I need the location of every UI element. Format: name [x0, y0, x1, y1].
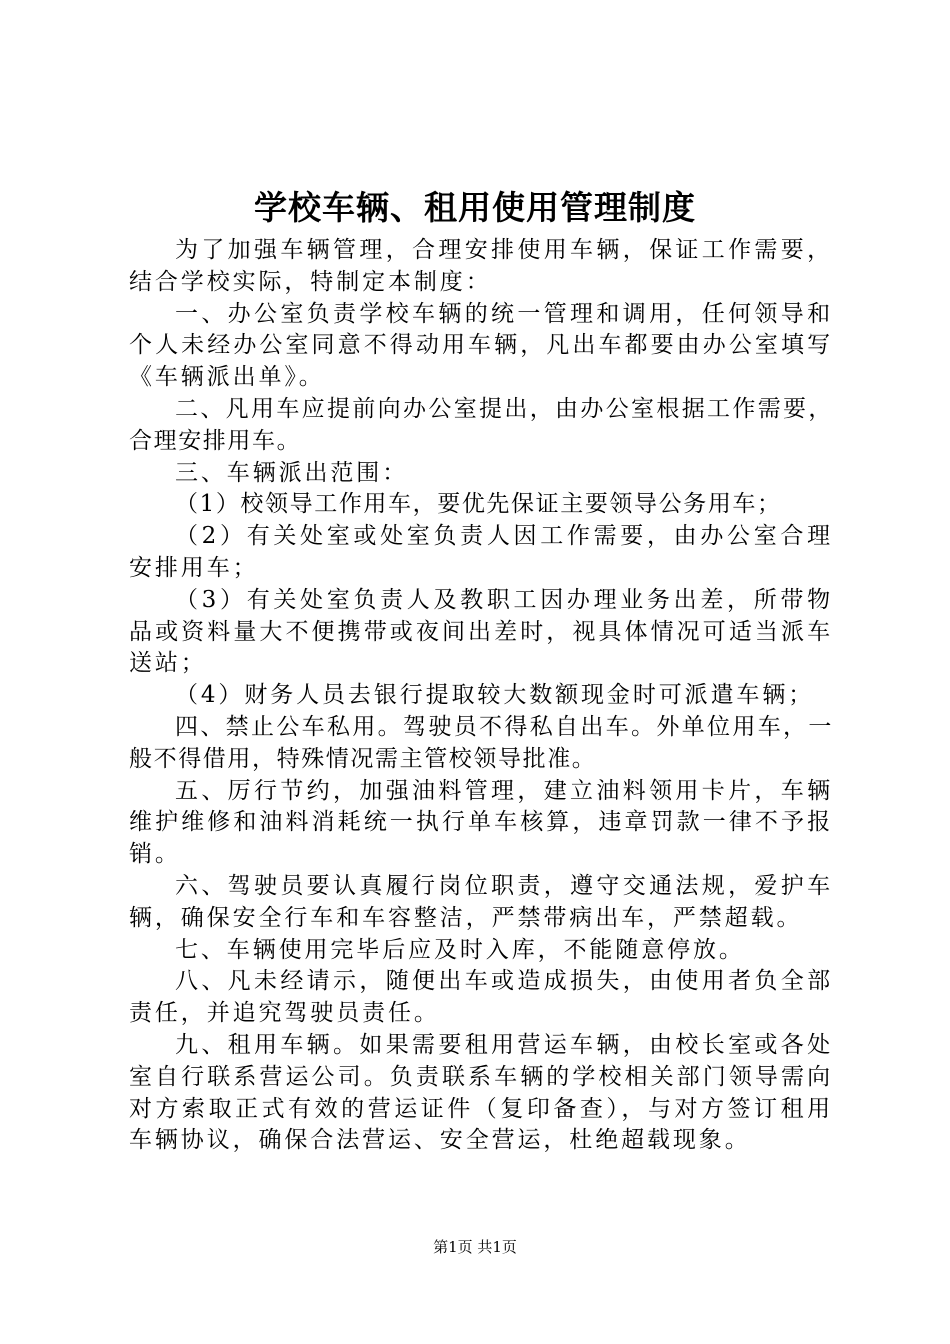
paragraph-7: 七、车辆使用完毕后应及时入库，不能随意停放。 — [175, 936, 745, 963]
paragraph-4: 四、禁止公车私用。驾驶员不得私自出车。外单位用车，一般不得借用，特殊情况需主管校领导批准。 — [129, 713, 833, 772]
paragraph-8: 八、凡未经请示，随便出车或造成损失，由使用者负全部责任，并追究驾驶员责任。 — [129, 968, 833, 1027]
paragraph-9: 九、租用车辆。如果需要租用营运车辆，由校长室或各处室自行联系营运公司。负责联系车辆的学校相关部门领导需向对方索取正式有效的营运证件（复印备查），与对方签订租用车辆协议，确保合法营运、安全营运，杜绝超载现象。 — [129, 1031, 833, 1154]
paragraph-5: 五、厉行节约，加强油料管理，建立油料领用卡片，车辆维护维修和油料消耗统一执行单车核算，违章罚款一律不予报销。 — [129, 777, 833, 868]
document-body — [129, 235, 833, 1157]
paragraph-2: 二、凡用车应提前向办公室提出，由办公室根据工作需要，合理安排用车。 — [129, 395, 833, 454]
paragraph-6: 六、驾驶员要认真履行岗位职责，遵守交通法规，爱护车辆，确保安全行车和车容整洁，严禁带病出车，严禁超载。 — [129, 872, 833, 931]
paragraph-3-item-2: （2）有关处室或处室负责人因工作需要，由办公室合理安排用车； — [129, 523, 833, 581]
paragraph-3-item-3: （3）有关处室负责人及教职工因办理业务出差，所带物品或资料量大不便携带或夜间出差时，视具体情况可适当派车送站； — [129, 586, 833, 677]
paragraph-1: 一、办公室负责学校车辆的统一管理和调用，任何领导和个人未经办公室同意不得动用车辆，凡出车都要由办公室填写《车辆派出单》。 — [129, 300, 833, 391]
page-number-footer: 第1页 共1页 — [433, 1238, 517, 1256]
paragraph-3-item-1: （1）校领导工作用车，要优先保证主要领导公务用车； — [175, 491, 782, 518]
paragraph-3-item-4: （4）财务人员去银行提取较大数额现金时可派遣车辆； — [175, 682, 815, 709]
document-title: 学校车辆、租用使用管理制度 — [254, 188, 696, 227]
paragraph-intro: 为了加强车辆管理，合理安排使用车辆，保证工作需要，结合学校实际，特制定本制度： — [129, 237, 833, 295]
paragraph-3: 三、车辆派出范围： — [175, 459, 409, 486]
